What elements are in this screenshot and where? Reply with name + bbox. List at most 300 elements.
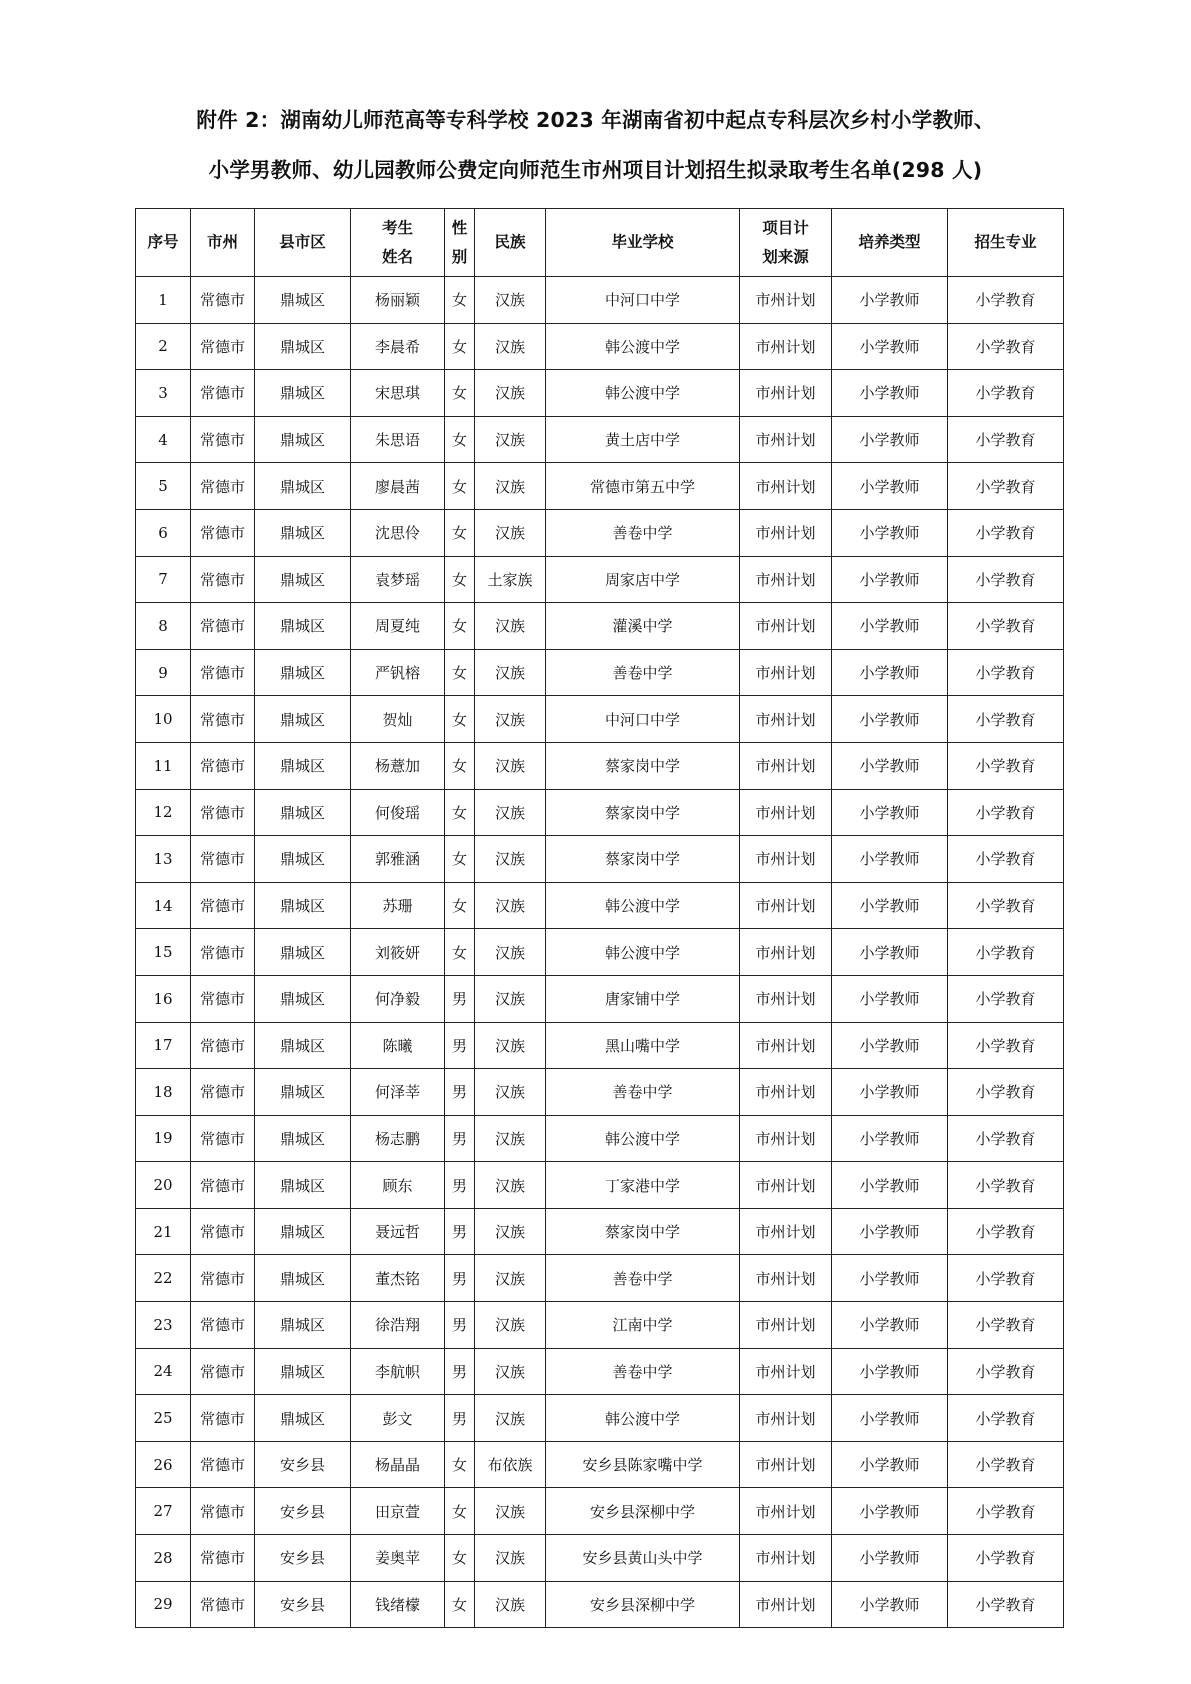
seq-cell: 6: [136, 509, 191, 556]
county-cell: 安乡县: [255, 1535, 351, 1582]
gender-cell: 女: [445, 649, 475, 696]
school-cell: 黑山嘴中学: [546, 1022, 740, 1069]
school-cell: 韩公渡中学: [546, 370, 740, 417]
gender-cell: 女: [445, 836, 475, 883]
name-cell: 陈曦: [351, 1022, 445, 1069]
city-cell: 常德市: [191, 649, 255, 696]
seq-cell: 18: [136, 1069, 191, 1116]
county-cell: 鼎城区: [255, 1208, 351, 1255]
city-cell: 常德市: [191, 603, 255, 650]
header-name-line-1: 考生: [381, 218, 413, 237]
ethnicity-cell: 汉族: [475, 1208, 546, 1255]
ethnicity-cell: 汉族: [475, 649, 546, 696]
ethnicity-cell: 汉族: [475, 789, 546, 836]
name-cell: 周夏纯: [351, 603, 445, 650]
plan-source-cell: 市州计划: [740, 1302, 832, 1349]
name-cell: 田京萱: [351, 1488, 445, 1535]
major-cell: 小学教育: [948, 323, 1064, 370]
county-cell: 鼎城区: [255, 696, 351, 743]
ethnicity-cell: 土家族: [475, 556, 546, 603]
school-cell: 善卷中学: [546, 509, 740, 556]
plan-source-cell: 市州计划: [740, 649, 832, 696]
gender-cell: 男: [445, 1302, 475, 1349]
ethnicity-cell: 汉族: [475, 975, 546, 1022]
plan-source-cell: 市州计划: [740, 1441, 832, 1488]
table-row: [136, 323, 1064, 370]
major-cell: 小学教育: [948, 1488, 1064, 1535]
county-cell: 鼎城区: [255, 789, 351, 836]
gender-cell: 男: [445, 1162, 475, 1209]
plan-source-cell: 市州计划: [740, 789, 832, 836]
header-plan-source-line-1: 项目计: [762, 218, 809, 237]
ethnicity-cell: 汉族: [475, 929, 546, 976]
seq-cell: 21: [136, 1208, 191, 1255]
ethnicity-cell: 汉族: [475, 1302, 546, 1349]
major-cell: 小学教育: [948, 1395, 1064, 1442]
table-row: [136, 882, 1064, 929]
plan-source-cell: 市州计划: [740, 975, 832, 1022]
school-cell: 安乡县陈家嘴中学: [546, 1441, 740, 1488]
major-cell: 小学教育: [948, 1302, 1064, 1349]
name-cell: 沈思伶: [351, 509, 445, 556]
city-cell: 常德市: [191, 882, 255, 929]
table-row: [136, 509, 1064, 556]
city-cell: 常德市: [191, 1069, 255, 1116]
training-type-cell: 小学教师: [832, 1441, 948, 1488]
seq-cell: 24: [136, 1348, 191, 1395]
name-cell: 杨薏加: [351, 742, 445, 789]
school-cell: 常德市第五中学: [546, 463, 740, 510]
major-cell: 小学教育: [948, 789, 1064, 836]
plan-source-cell: 市州计划: [740, 1069, 832, 1116]
city-cell: 常德市: [191, 1302, 255, 1349]
school-cell: 韩公渡中学: [546, 929, 740, 976]
ethnicity-cell: 汉族: [475, 742, 546, 789]
school-cell: 善卷中学: [546, 649, 740, 696]
header-major: 招生专业: [948, 209, 1064, 277]
ethnicity-cell: 布依族: [475, 1441, 546, 1488]
table-row: [136, 836, 1064, 883]
city-cell: 常德市: [191, 509, 255, 556]
plan-source-cell: 市州计划: [740, 742, 832, 789]
major-cell: 小学教育: [948, 882, 1064, 929]
ethnicity-cell: 汉族: [475, 323, 546, 370]
ethnicity-cell: 汉族: [475, 1069, 546, 1116]
ethnicity-cell: 汉族: [475, 696, 546, 743]
table-row: [136, 789, 1064, 836]
table-row: [136, 1302, 1064, 1349]
gender-cell: 女: [445, 556, 475, 603]
gender-cell: 女: [445, 742, 475, 789]
gender-cell: 男: [445, 1255, 475, 1302]
table-row: [136, 277, 1064, 324]
name-cell: 杨志鹏: [351, 1115, 445, 1162]
name-cell: 何俊瑶: [351, 789, 445, 836]
school-cell: 安乡县黄山头中学: [546, 1535, 740, 1582]
gender-cell: 男: [445, 1208, 475, 1255]
county-cell: 鼎城区: [255, 277, 351, 324]
city-cell: 常德市: [191, 836, 255, 883]
name-cell: 李航帜: [351, 1348, 445, 1395]
name-cell: 聂远哲: [351, 1208, 445, 1255]
county-cell: 鼎城区: [255, 556, 351, 603]
name-cell: 何净毅: [351, 975, 445, 1022]
gender-cell: 男: [445, 1069, 475, 1116]
table-row: [136, 1255, 1064, 1302]
major-cell: 小学教育: [948, 696, 1064, 743]
city-cell: 常德市: [191, 789, 255, 836]
name-cell: 董杰铭: [351, 1255, 445, 1302]
gender-cell: 女: [445, 323, 475, 370]
seq-cell: 4: [136, 416, 191, 463]
plan-source-cell: 市州计划: [740, 1208, 832, 1255]
table-row: [136, 1115, 1064, 1162]
ethnicity-cell: 汉族: [475, 1255, 546, 1302]
school-cell: 黄土店中学: [546, 416, 740, 463]
gender-cell: 女: [445, 416, 475, 463]
major-cell: 小学教育: [948, 416, 1064, 463]
training-type-cell: 小学教师: [832, 323, 948, 370]
admission-list-table: [135, 208, 1064, 1628]
plan-source-cell: 市州计划: [740, 1488, 832, 1535]
school-cell: 善卷中学: [546, 1069, 740, 1116]
gender-cell: 女: [445, 1488, 475, 1535]
county-cell: 鼎城区: [255, 1348, 351, 1395]
city-cell: 常德市: [191, 463, 255, 510]
table-row: [136, 556, 1064, 603]
major-cell: 小学教育: [948, 1535, 1064, 1582]
training-type-cell: 小学教师: [832, 696, 948, 743]
plan-source-cell: 市州计划: [740, 882, 832, 929]
city-cell: 常德市: [191, 1441, 255, 1488]
major-cell: 小学教育: [948, 1022, 1064, 1069]
school-cell: 丁家港中学: [546, 1162, 740, 1209]
seq-cell: 13: [136, 836, 191, 883]
city-cell: 常德市: [191, 416, 255, 463]
header-school: 毕业学校: [546, 209, 740, 277]
header-plan-source: [740, 209, 832, 277]
major-cell: 小学教育: [948, 1115, 1064, 1162]
city-cell: 常德市: [191, 696, 255, 743]
county-cell: 鼎城区: [255, 1162, 351, 1209]
table-row: [136, 1395, 1064, 1442]
seq-cell: 3: [136, 370, 191, 417]
gender-cell: 女: [445, 463, 475, 510]
training-type-cell: 小学教师: [832, 509, 948, 556]
page-title-line-2: 小学男教师、幼儿园教师公费定向师范生市州项目计划招生拟录取考生名单(298 人): [208, 158, 983, 182]
table-row: [136, 603, 1064, 650]
name-cell: 严钒榕: [351, 649, 445, 696]
seq-cell: 9: [136, 649, 191, 696]
name-cell: 李晨希: [351, 323, 445, 370]
training-type-cell: 小学教师: [832, 370, 948, 417]
gender-cell: 女: [445, 1535, 475, 1582]
training-type-cell: 小学教师: [832, 929, 948, 976]
gender-cell: 女: [445, 789, 475, 836]
county-cell: 鼎城区: [255, 975, 351, 1022]
header-gender: [445, 209, 475, 277]
training-type-cell: 小学教师: [832, 1348, 948, 1395]
name-cell: 廖晨茜: [351, 463, 445, 510]
major-cell: 小学教育: [948, 1069, 1064, 1116]
ethnicity-cell: 汉族: [475, 836, 546, 883]
training-type-cell: 小学教师: [832, 882, 948, 929]
school-cell: 善卷中学: [546, 1348, 740, 1395]
name-cell: 何泽莘: [351, 1069, 445, 1116]
city-cell: 常德市: [191, 323, 255, 370]
gender-cell: 女: [445, 929, 475, 976]
seq-cell: 14: [136, 882, 191, 929]
major-cell: 小学教育: [948, 603, 1064, 650]
school-cell: 江南中学: [546, 1302, 740, 1349]
school-cell: 韩公渡中学: [546, 1115, 740, 1162]
ethnicity-cell: 汉族: [475, 603, 546, 650]
name-cell: 钱绪檬: [351, 1581, 445, 1628]
seq-cell: 29: [136, 1581, 191, 1628]
training-type-cell: 小学教师: [832, 742, 948, 789]
school-cell: 韩公渡中学: [546, 323, 740, 370]
county-cell: 安乡县: [255, 1488, 351, 1535]
county-cell: 鼎城区: [255, 323, 351, 370]
header-plan-source-line-2: 划来源: [762, 247, 809, 266]
plan-source-cell: 市州计划: [740, 1395, 832, 1442]
county-cell: 安乡县: [255, 1441, 351, 1488]
major-cell: 小学教育: [948, 463, 1064, 510]
gender-cell: 女: [445, 370, 475, 417]
training-type-cell: 小学教师: [832, 975, 948, 1022]
name-cell: 宋思琪: [351, 370, 445, 417]
name-cell: 杨丽颖: [351, 277, 445, 324]
header-seq: 序号: [136, 209, 191, 277]
training-type-cell: 小学教师: [832, 463, 948, 510]
name-cell: 袁梦瑶: [351, 556, 445, 603]
table-row: [136, 742, 1064, 789]
seq-cell: 11: [136, 742, 191, 789]
training-type-cell: 小学教师: [832, 416, 948, 463]
header-name: [351, 209, 445, 277]
city-cell: 常德市: [191, 1255, 255, 1302]
county-cell: 鼎城区: [255, 929, 351, 976]
county-cell: 鼎城区: [255, 836, 351, 883]
school-cell: 蔡家岗中学: [546, 836, 740, 883]
ethnicity-cell: 汉族: [475, 1022, 546, 1069]
ethnicity-cell: 汉族: [475, 416, 546, 463]
name-cell: 苏珊: [351, 882, 445, 929]
major-cell: 小学教育: [948, 1255, 1064, 1302]
county-cell: 鼎城区: [255, 509, 351, 556]
seq-cell: 5: [136, 463, 191, 510]
table-row: [136, 1162, 1064, 1209]
school-cell: 蔡家岗中学: [546, 742, 740, 789]
ethnicity-cell: 汉族: [475, 882, 546, 929]
school-cell: 中河口中学: [546, 277, 740, 324]
training-type-cell: 小学教师: [832, 649, 948, 696]
county-cell: 鼎城区: [255, 1069, 351, 1116]
table-row: [136, 463, 1064, 510]
major-cell: 小学教育: [948, 975, 1064, 1022]
city-cell: 常德市: [191, 1208, 255, 1255]
city-cell: 常德市: [191, 929, 255, 976]
name-cell: 郭雅涵: [351, 836, 445, 883]
seq-cell: 23: [136, 1302, 191, 1349]
city-cell: 常德市: [191, 1022, 255, 1069]
plan-source-cell: 市州计划: [740, 603, 832, 650]
school-cell: 中河口中学: [546, 696, 740, 743]
county-cell: 鼎城区: [255, 882, 351, 929]
city-cell: 常德市: [191, 1581, 255, 1628]
seq-cell: 25: [136, 1395, 191, 1442]
school-cell: 唐家铺中学: [546, 975, 740, 1022]
plan-source-cell: 市州计划: [740, 1022, 832, 1069]
training-type-cell: 小学教师: [832, 789, 948, 836]
ethnicity-cell: 汉族: [475, 1162, 546, 1209]
plan-source-cell: 市州计划: [740, 370, 832, 417]
major-cell: 小学教育: [948, 649, 1064, 696]
training-type-cell: 小学教师: [832, 1302, 948, 1349]
school-cell: 蔡家岗中学: [546, 1208, 740, 1255]
seq-cell: 22: [136, 1255, 191, 1302]
county-cell: 鼎城区: [255, 742, 351, 789]
school-cell: 灌溪中学: [546, 603, 740, 650]
ethnicity-cell: 汉族: [475, 463, 546, 510]
school-cell: 韩公渡中学: [546, 882, 740, 929]
training-type-cell: 小学教师: [832, 1395, 948, 1442]
table-row: [136, 1581, 1064, 1628]
city-cell: 常德市: [191, 1395, 255, 1442]
county-cell: 鼎城区: [255, 603, 351, 650]
plan-source-cell: 市州计划: [740, 1162, 832, 1209]
seq-cell: 8: [136, 603, 191, 650]
header-ethnicity: 民族: [475, 209, 546, 277]
seq-cell: 27: [136, 1488, 191, 1535]
header-training-type: 培养类型: [832, 209, 948, 277]
training-type-cell: 小学教师: [832, 1069, 948, 1116]
plan-source-cell: 市州计划: [740, 1581, 832, 1628]
major-cell: 小学教育: [948, 277, 1064, 324]
table-row: [136, 649, 1064, 696]
ethnicity-cell: 汉族: [475, 1348, 546, 1395]
seq-cell: 20: [136, 1162, 191, 1209]
school-cell: 韩公渡中学: [546, 1395, 740, 1442]
county-cell: 安乡县: [255, 1581, 351, 1628]
seq-cell: 10: [136, 696, 191, 743]
table-row: [136, 975, 1064, 1022]
table-row: [136, 1022, 1064, 1069]
seq-cell: 7: [136, 556, 191, 603]
seq-cell: 28: [136, 1535, 191, 1582]
training-type-cell: 小学教师: [832, 836, 948, 883]
school-cell: 蔡家岗中学: [546, 789, 740, 836]
gender-cell: 男: [445, 975, 475, 1022]
gender-cell: 女: [445, 277, 475, 324]
training-type-cell: 小学教师: [832, 1255, 948, 1302]
seq-cell: 19: [136, 1115, 191, 1162]
training-type-cell: 小学教师: [832, 1488, 948, 1535]
city-cell: 常德市: [191, 742, 255, 789]
major-cell: 小学教育: [948, 1441, 1064, 1488]
table-row: [136, 416, 1064, 463]
table-row: [136, 1535, 1064, 1582]
header-county: 县市区: [255, 209, 351, 277]
plan-source-cell: 市州计划: [740, 1115, 832, 1162]
name-cell: 杨晶晶: [351, 1441, 445, 1488]
school-cell: 周家店中学: [546, 556, 740, 603]
name-cell: 姜奥苹: [351, 1535, 445, 1582]
table-row: [136, 1441, 1064, 1488]
gender-cell: 女: [445, 603, 475, 650]
school-cell: 善卷中学: [546, 1255, 740, 1302]
city-cell: 常德市: [191, 1348, 255, 1395]
gender-cell: 女: [445, 1581, 475, 1628]
table-row: [136, 1208, 1064, 1255]
training-type-cell: 小学教师: [832, 556, 948, 603]
plan-source-cell: 市州计划: [740, 696, 832, 743]
county-cell: 鼎城区: [255, 463, 351, 510]
name-cell: 刘筱妍: [351, 929, 445, 976]
ethnicity-cell: 汉族: [475, 1581, 546, 1628]
header-city: 市州: [191, 209, 255, 277]
gender-cell: 女: [445, 509, 475, 556]
gender-cell: 女: [445, 696, 475, 743]
city-cell: 常德市: [191, 1488, 255, 1535]
seq-cell: 26: [136, 1441, 191, 1488]
major-cell: 小学教育: [948, 836, 1064, 883]
plan-source-cell: 市州计划: [740, 1535, 832, 1582]
name-cell: 顾东: [351, 1162, 445, 1209]
major-cell: 小学教育: [948, 1208, 1064, 1255]
major-cell: 小学教育: [948, 929, 1064, 976]
plan-source-cell: 市州计划: [740, 509, 832, 556]
training-type-cell: 小学教师: [832, 1162, 948, 1209]
training-type-cell: 小学教师: [832, 1208, 948, 1255]
gender-cell: 男: [445, 1022, 475, 1069]
ethnicity-cell: 汉族: [475, 370, 546, 417]
major-cell: 小学教育: [948, 370, 1064, 417]
county-cell: 鼎城区: [255, 370, 351, 417]
plan-source-cell: 市州计划: [740, 323, 832, 370]
plan-source-cell: 市州计划: [740, 836, 832, 883]
major-cell: 小学教育: [948, 1348, 1064, 1395]
city-cell: 常德市: [191, 277, 255, 324]
name-cell: 贺灿: [351, 696, 445, 743]
county-cell: 鼎城区: [255, 1022, 351, 1069]
name-cell: 朱思语: [351, 416, 445, 463]
city-cell: 常德市: [191, 1535, 255, 1582]
table-row: [136, 370, 1064, 417]
ethnicity-cell: 汉族: [475, 277, 546, 324]
gender-cell: 男: [445, 1115, 475, 1162]
seq-cell: 16: [136, 975, 191, 1022]
training-type-cell: 小学教师: [832, 1581, 948, 1628]
county-cell: 鼎城区: [255, 649, 351, 696]
training-type-cell: 小学教师: [832, 1115, 948, 1162]
major-cell: 小学教育: [948, 1581, 1064, 1628]
ethnicity-cell: 汉族: [475, 509, 546, 556]
training-type-cell: 小学教师: [832, 1535, 948, 1582]
major-cell: 小学教育: [948, 556, 1064, 603]
plan-source-cell: 市州计划: [740, 556, 832, 603]
school-cell: 安乡县深柳中学: [546, 1488, 740, 1535]
seq-cell: 2: [136, 323, 191, 370]
city-cell: 常德市: [191, 975, 255, 1022]
city-cell: 常德市: [191, 370, 255, 417]
major-cell: 小学教育: [948, 742, 1064, 789]
plan-source-cell: 市州计划: [740, 463, 832, 510]
plan-source-cell: 市州计划: [740, 929, 832, 976]
training-type-cell: 小学教师: [832, 277, 948, 324]
seq-cell: 12: [136, 789, 191, 836]
name-cell: 彭文: [351, 1395, 445, 1442]
